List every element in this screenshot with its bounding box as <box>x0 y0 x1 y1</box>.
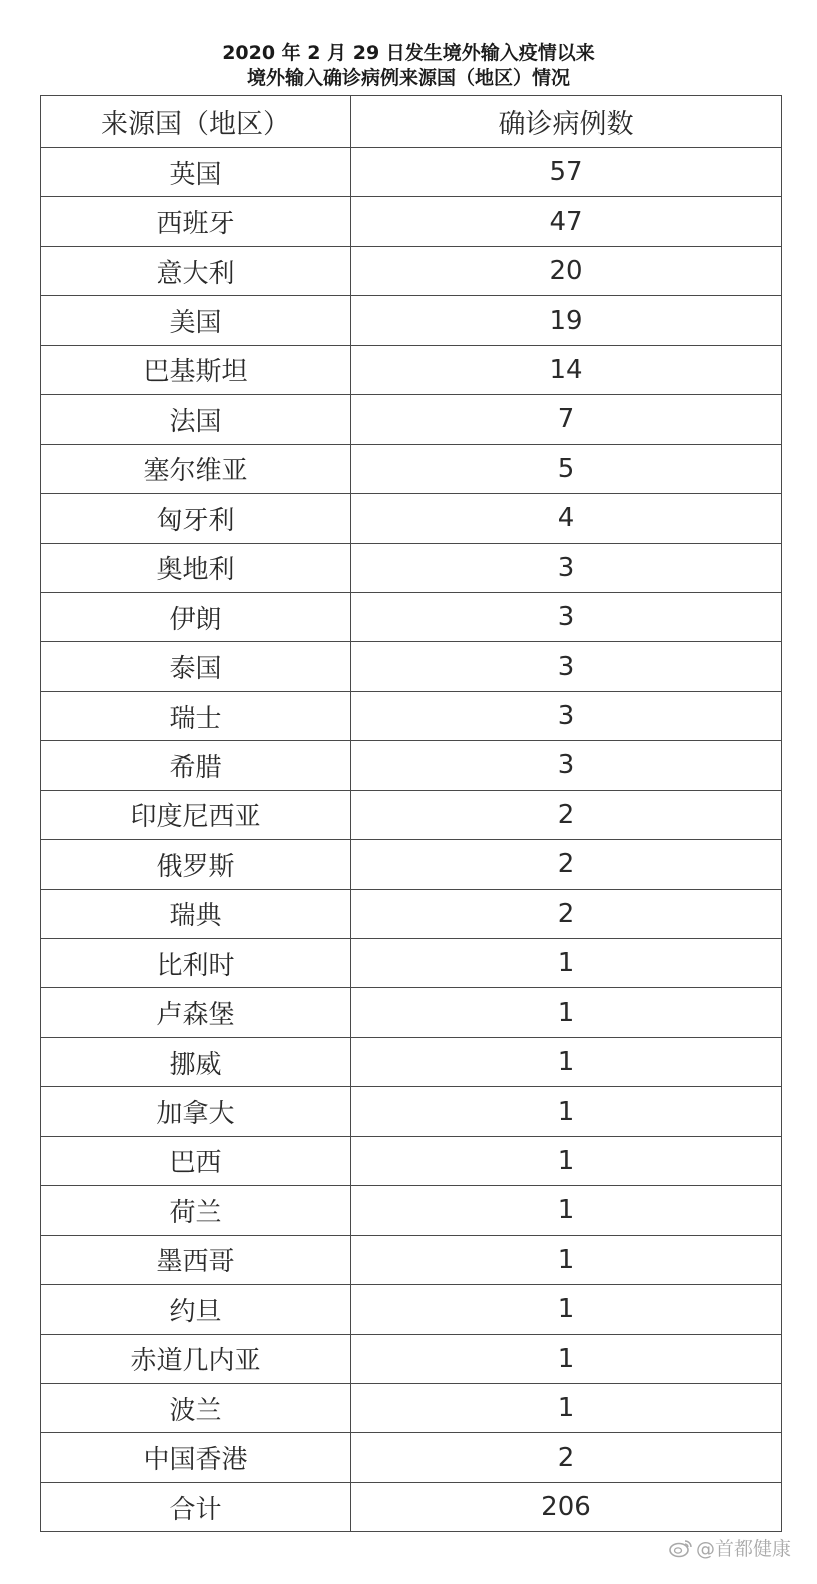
table-row <box>41 544 781 593</box>
header-cases: 确诊病例数 <box>498 109 634 140</box>
table-header-row <box>41 96 781 148</box>
country-cell: 希腊 <box>41 741 351 789</box>
country-cell: 赤道几内亚 <box>41 1335 351 1383</box>
cases-cell: 47 <box>549 206 583 237</box>
cases-cell: 2 <box>557 898 575 929</box>
country-cell: 塞尔维亚 <box>41 445 351 493</box>
cases-cell: 1 <box>557 948 575 979</box>
cases-cell: 1 <box>557 1393 575 1424</box>
weibo-icon <box>668 1538 694 1558</box>
table-row <box>41 1433 781 1482</box>
table-row <box>41 939 781 988</box>
cases-cell: 3 <box>557 701 575 732</box>
table-row <box>41 296 781 345</box>
country-cell: 美国 <box>41 296 351 344</box>
cases-cell: 2 <box>557 799 575 830</box>
cases-cell: 19 <box>549 305 583 336</box>
table-row <box>41 1186 781 1235</box>
country-cell: 印度尼西亚 <box>41 791 351 839</box>
country-cell: 泰国 <box>41 642 351 690</box>
cases-cell: 1 <box>557 1294 575 1325</box>
watermark-text: @首都健康 <box>696 1538 792 1560</box>
country-cell: 比利时 <box>41 939 351 987</box>
country-cell: 英国 <box>41 148 351 196</box>
country-cell: 奥地利 <box>41 544 351 592</box>
country-cell: 俄罗斯 <box>41 840 351 888</box>
country-cell: 波兰 <box>41 1384 351 1432</box>
cases-cell: 1 <box>557 997 575 1028</box>
cases-cell: 57 <box>549 157 583 188</box>
table-row <box>41 1038 781 1087</box>
table-row <box>41 1285 781 1334</box>
country-cell: 西班牙 <box>41 197 351 245</box>
table-row <box>41 148 781 197</box>
table-row <box>41 494 781 543</box>
cases-cell: 7 <box>557 404 575 435</box>
table-row <box>41 247 781 296</box>
cases-cell: 2 <box>557 849 575 880</box>
cases-cell: 1 <box>557 1096 575 1127</box>
table-row <box>41 1384 781 1433</box>
table-row <box>41 692 781 741</box>
table-row <box>41 1137 781 1186</box>
table-row <box>41 1087 781 1136</box>
cases-cell: 2 <box>557 1442 575 1473</box>
title-line-2: 境外输入确诊病例来源国（地区）情况 <box>246 67 570 89</box>
cases-cell: 206 <box>541 1492 591 1523</box>
country-cell: 法国 <box>41 395 351 443</box>
country-cell: 意大利 <box>41 247 351 295</box>
country-cell: 墨西哥 <box>41 1236 351 1284</box>
country-cell: 瑞士 <box>41 692 351 740</box>
cases-cell: 3 <box>557 651 575 682</box>
cases-cell: 1 <box>557 1047 575 1078</box>
country-cell: 卢森堡 <box>41 988 351 1036</box>
table-row <box>41 988 781 1037</box>
country-cell: 匈牙利 <box>41 494 351 542</box>
country-cell: 荷兰 <box>41 1186 351 1234</box>
table-row <box>41 642 781 691</box>
table-body <box>41 148 781 1532</box>
country-cell: 合计 <box>41 1483 351 1531</box>
cases-cell: 4 <box>557 503 575 534</box>
cases-cell: 3 <box>557 602 575 633</box>
cases-cell: 3 <box>557 750 575 781</box>
table-row <box>41 791 781 840</box>
title-line-1: 2020 年 2 月 29 日发生境外输入疫情以来 <box>222 42 595 64</box>
cases-cell: 14 <box>549 354 583 385</box>
table-row <box>41 741 781 790</box>
country-cell: 约旦 <box>41 1285 351 1333</box>
header-country: 来源国（地区） <box>41 96 351 147</box>
country-cell: 挪威 <box>41 1038 351 1086</box>
cases-cell: 3 <box>557 552 575 583</box>
country-cell: 巴基斯坦 <box>41 346 351 394</box>
table-row <box>41 890 781 939</box>
table-row <box>41 1236 781 1285</box>
country-cell: 加拿大 <box>41 1087 351 1135</box>
table-row <box>41 1483 781 1532</box>
table-row <box>41 593 781 642</box>
table-row <box>41 395 781 444</box>
table-row <box>41 1335 781 1384</box>
cases-cell: 1 <box>557 1244 575 1275</box>
watermark <box>668 1534 791 1561</box>
country-cell: 伊朗 <box>41 593 351 641</box>
table-row <box>41 346 781 395</box>
cases-cell: 20 <box>549 256 583 287</box>
country-cell: 巴西 <box>41 1137 351 1185</box>
table-row <box>41 840 781 889</box>
table-row <box>41 445 781 494</box>
table-row <box>41 197 781 246</box>
country-cell: 中国香港 <box>41 1433 351 1481</box>
cases-table <box>40 95 782 1532</box>
cases-cell: 1 <box>557 1195 575 1226</box>
cases-cell: 1 <box>557 1145 575 1176</box>
cases-cell: 5 <box>557 453 575 484</box>
cases-cell: 1 <box>557 1343 575 1374</box>
country-cell: 瑞典 <box>41 890 351 938</box>
